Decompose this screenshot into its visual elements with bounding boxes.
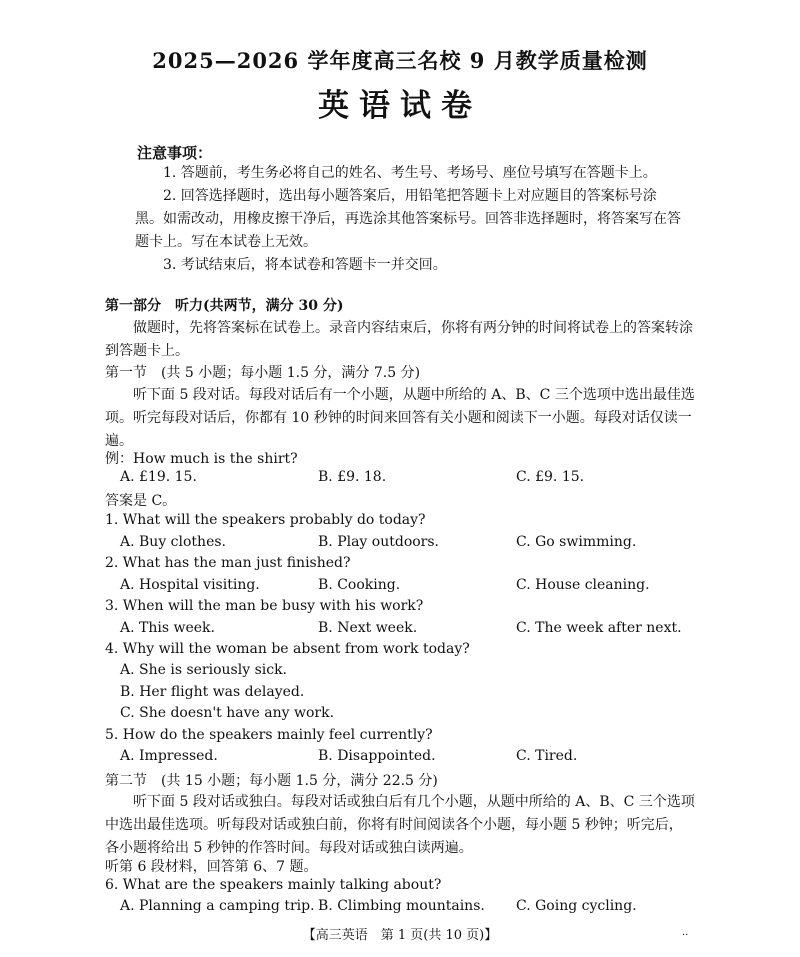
q5-option-c: C. Tired.: [516, 748, 578, 764]
example-option-a: A. £19. 15.: [120, 469, 197, 485]
section2-heading: 第二节 (共 15 小题；每小题 1.5 分，满分 22.5 分): [105, 773, 438, 789]
page-footer: 【高三英语 第 1 页(共 10 页)】: [302, 928, 498, 943]
q6-option-b: B. Climbing mountains.: [318, 898, 485, 914]
q2-option-b: B. Cooking.: [318, 577, 401, 593]
q3-option-c: C. The week after next.: [516, 620, 682, 636]
example-question: 例：How much is the shirt?: [105, 451, 298, 467]
q5-option-b: B. Disappointed.: [318, 748, 436, 764]
example-answer: 答案是 C。: [105, 493, 177, 509]
question-3: 3. When will the man be busy with his work?: [105, 598, 424, 614]
section1-heading: 第一节 (共 5 小题；每小题 1.5 分，满分 7.5 分): [105, 365, 421, 381]
notice-item-2: 2. 回答选择题时，选出每小题答案后，用铅笔把答题卡上对应题目的答案标号涂黑。如需改动，用橡皮擦干净后，再选涂其他答案标号。回答非选择题时，将答案写在答题卡上。写在本试卷上无效。: [135, 188, 681, 250]
section1-instruction: 听下面 5 段对话。每段对话后有一个小题，从题中所给的 A、B、C 三个选项中选出最佳选项。听完每段对话后，你都有 10 秒钟的时间来回答有关小题和阅读下一小题。每段对话仅读一遍。: [105, 387, 695, 449]
question-6: 6. What are the speakers mainly talking about?: [105, 877, 442, 893]
exam-title: 2025—2026 学年度高三名校 9 月教学质量检测: [152, 48, 648, 73]
question-1: 1. What will the speakers probably do today?: [105, 512, 426, 528]
q5-option-a: A. Impressed.: [120, 748, 218, 764]
question-2: 2. What has the man just finished?: [105, 555, 351, 571]
material-6-instruction: 听第 6 段材料，回答第 6、7 题。: [105, 859, 318, 875]
question-5: 5. How do the speakers mainly feel currently?: [105, 727, 433, 743]
notice-item-3: 3. 考试结束后，将本试卷和答题卡一并交回。: [163, 257, 447, 273]
notice-heading: 注意事项：: [137, 144, 213, 162]
q2-option-c: C. House cleaning.: [516, 577, 650, 593]
example-option-c: C. £9. 15.: [516, 469, 585, 485]
q4-option-c: C. She doesn't have any work.: [120, 705, 335, 721]
example-option-b: B. £9. 18.: [318, 469, 387, 485]
q4-option-a: A. She is seriously sick.: [120, 662, 288, 678]
section2-instruction: 听下面 5 段对话或独白。每段对话或独白后有几个小题，从题中所给的 A、B、C 三个选项中选出最佳选项。听每段对话或独白前，你将有时间阅读各个小题，每小题 5 秒钟；听完后，各小题将给出 5 秒钟的作答时间。每段对话或独白读两遍。: [105, 794, 695, 856]
q1-option-b: B. Play outdoors.: [318, 534, 440, 550]
notice-item-1: 1. 答题前，考生务必将自己的姓名、考生号、考场号、座位号填写在答题卡上。: [163, 165, 657, 181]
q1-option-c: C. Go swimming.: [516, 534, 637, 550]
question-4: 4. Why will the woman be absent from work today?: [105, 641, 470, 657]
exam-subtitle: 英语试卷: [318, 88, 482, 124]
footer-mark: ··: [682, 930, 689, 941]
part1-heading: 第一部分 听力(共两节，满分 30 分): [105, 298, 344, 314]
part1-instruction: 做题时，先将答案标在试卷上。录音内容结束后，你将有两分钟的时间将试卷上的答案转涂到答题卡上。: [105, 320, 693, 359]
q1-option-a: A. Buy clothes.: [120, 534, 226, 550]
q2-option-a: A. Hospital visiting.: [120, 577, 260, 593]
q6-option-c: C. Going cycling.: [516, 898, 637, 914]
q3-option-b: B. Next week.: [318, 620, 418, 636]
q4-option-b: B. Her flight was delayed.: [120, 684, 305, 700]
q3-option-a: A. This week.: [120, 620, 215, 636]
q6-option-a: A. Planning a camping trip.: [120, 898, 315, 914]
